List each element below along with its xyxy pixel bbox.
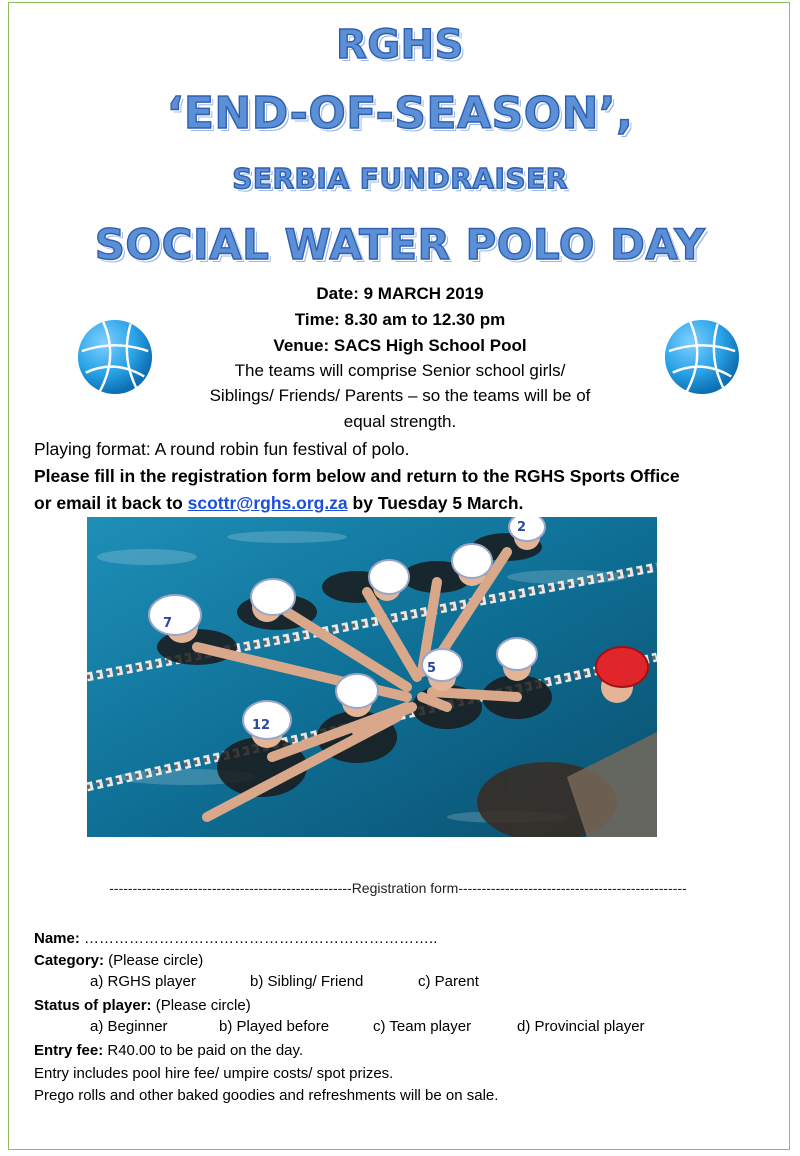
- title-end-of-season: ‘END-OF-SEASON’,: [166, 88, 634, 139]
- name-row: [34, 928, 437, 950]
- status-option-beginner[interactable]: a) Beginner: [90, 1018, 168, 1035]
- registration-form-divider: ----------------------------------------------------Registration form-------------------------------------------------: [109, 880, 687, 896]
- category-label: Category:: [34, 952, 105, 969]
- instruction-post: by Tuesday 5 March.: [347, 493, 524, 513]
- teams-line-1: The teams will comprise Senior school girls/: [234, 361, 566, 380]
- svg-text:12: 12: [252, 718, 271, 733]
- status-hint: (Please circle): [151, 997, 251, 1014]
- category-option-parent[interactable]: c) Parent: [418, 973, 479, 990]
- email-link[interactable]: scottr@rghs.org.za: [187, 493, 348, 513]
- svg-text:2: 2: [517, 520, 527, 535]
- entry-fee-row: [34, 1040, 303, 1062]
- status-option-provincial-player[interactable]: d) Provincial player: [517, 1018, 645, 1035]
- svg-text:5: 5: [427, 661, 437, 676]
- category-hint: (Please circle): [104, 952, 204, 969]
- instruction-pre: or email it back to: [34, 493, 188, 513]
- category-row: [34, 950, 203, 972]
- entry-fee-label: Entry fee:: [34, 1042, 104, 1059]
- status-option-team-player[interactable]: c) Team player: [373, 1018, 472, 1035]
- instruction-line-1: Please fill in the registration form below and return to the RGHS Sports Office: [34, 466, 680, 486]
- title-serbia-fundraiser: SERBIA FUNDRAISER: [232, 162, 568, 195]
- status-label: Status of player:: [34, 997, 152, 1014]
- entry-fee-text: R40.00 to be paid on the day.: [103, 1042, 304, 1059]
- category-option-sibling-friend[interactable]: b) Sibling/ Friend: [250, 973, 364, 990]
- water-polo-ball-icon: [76, 318, 154, 396]
- title-rghs: RGHS: [336, 22, 464, 68]
- event-venue: Venue: SACS High School Pool: [273, 336, 527, 355]
- teams-line-3: equal strength.: [343, 412, 457, 431]
- status-row: [34, 995, 251, 1017]
- status-option-played-before[interactable]: b) Played before: [219, 1018, 330, 1035]
- instruction-line-2: [34, 491, 523, 515]
- water-polo-ball-icon: [663, 318, 741, 396]
- name-dots[interactable]: ……………………………………………………………..: [79, 930, 438, 947]
- teams-line-2: Siblings/ Friends/ Parents – so the teams will be of: [209, 386, 591, 405]
- category-option-rghs-player[interactable]: a) RGHS player: [90, 973, 196, 990]
- playing-format: Playing format: A round robin fun festival of polo.: [34, 439, 410, 459]
- title-social-water-polo-day: SOCIAL WATER POLO DAY: [94, 220, 706, 269]
- name-label: Name:: [34, 930, 80, 947]
- svg-text:7: 7: [163, 616, 173, 631]
- entry-includes: Entry includes pool hire fee/ umpire costs/ spot prizes.: [34, 1065, 394, 1082]
- refreshments-note: Prego rolls and other baked goodies and refreshments will be on sale.: [34, 1087, 499, 1104]
- event-date: Date: 9 MARCH 2019: [316, 284, 484, 303]
- event-time: Time: 8.30 am to 12.30 pm: [294, 310, 506, 329]
- team-huddle-photo: [87, 517, 657, 837]
